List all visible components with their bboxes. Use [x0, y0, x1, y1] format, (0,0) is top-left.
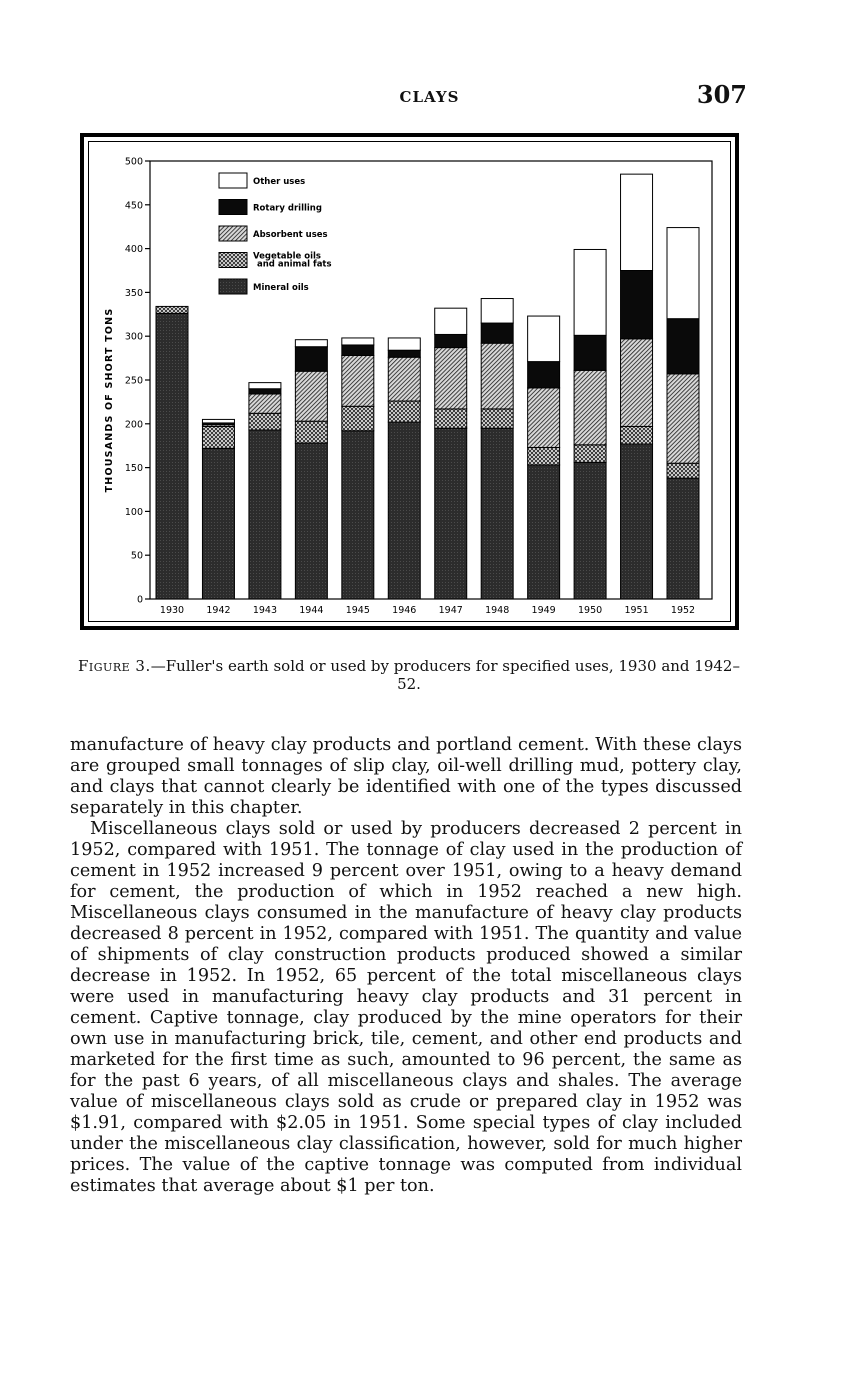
legend-label: Other uses — [253, 177, 306, 187]
paragraph: manufacture of heavy clay products and portland cement. With these clays are grouped small tonnages of slip clay, oil-well drilling mud, pottery clay, and clays that cannot clearly be identified with one of the types discussed separately in this chapter. — [70, 735, 742, 818]
legend-label: Absorbent uses — [253, 230, 328, 240]
legend-swatch — [219, 226, 247, 241]
bar-segment — [388, 350, 420, 357]
bar-segment — [481, 409, 513, 428]
bar-segment — [249, 389, 281, 394]
bar-segment — [249, 413, 281, 430]
bar-segment — [202, 448, 234, 599]
y-tick-label: 0 — [136, 594, 143, 606]
bar-segment — [342, 431, 374, 599]
x-tick-label: 1949 — [531, 605, 556, 616]
bar-segment — [388, 422, 420, 599]
bar-segment — [388, 357, 420, 401]
y-tick-label: 150 — [124, 463, 143, 475]
bar-segment — [342, 345, 374, 356]
x-tick-label: 1946 — [392, 605, 417, 616]
bar-segment — [435, 348, 467, 409]
figure-frame — [80, 133, 739, 630]
bar-segment — [202, 419, 234, 423]
legend-label: Vegetable oils — [253, 251, 321, 262]
x-tick-label: 1945 — [345, 605, 370, 616]
bar-segment — [481, 428, 513, 599]
bar-segment — [574, 370, 606, 444]
bar-segment — [481, 323, 513, 343]
bar-segment — [667, 463, 699, 478]
x-tick-label: 1947 — [438, 605, 463, 616]
bar-segment — [621, 271, 653, 339]
running-title: CLAYS — [399, 88, 460, 106]
y-tick-label: 350 — [124, 287, 143, 299]
bar-segment — [295, 347, 327, 372]
paragraph: Miscellaneous clays sold or used by producers decreased 2 percent in 1952, compared with 1951. The tonnage of clay used in the production of cement in 1952 increased 9 percent over 1951, owing to a heavy demand for cement, the production of which in 1952 reached a new high. Miscellaneous clays consumed in the manufacture of heavy clay products decreased 8 percent in 1952, compared with 1951. The quantity and value of shipments of clay construction products produced showed a similar decrease in 1952. In 1952, 65 percent of the total miscellaneous clays were used in manufacturing heavy clay products and 31 percent in cement. Captive tonnage, clay produced by the mine operators for their own use in manufacturing brick, tile, cement, and other end products and marketed for the first time as such, amounted to 96 percent, the same as for the past 6 years, of all miscellaneous clays and shales. The average value of miscellaneous clays sold as crude or prepared clay in 1952 was $1.91, compared with $2.05 in 1951. Some special types of clay included under the miscellaneous clay classification, however, sold for much higher prices. The value of the captive tonnage was computed from individual estimates that average about $1 per ton. — [70, 819, 742, 1196]
bar-segment — [295, 443, 327, 599]
bar-segment — [667, 228, 699, 319]
x-tick-label: 1950 — [577, 605, 603, 616]
running-head — [0, 80, 859, 114]
bar-segment — [621, 339, 653, 427]
legend-swatch — [219, 200, 247, 215]
bar-segment — [621, 444, 653, 599]
y-tick-label: 300 — [124, 331, 143, 343]
bar-segment — [249, 430, 281, 599]
y-tick-label: 100 — [124, 506, 143, 518]
body-text — [70, 735, 742, 1197]
figure-caption-text: —Fuller's earth sold or used by producers for specified uses, 1930 and 1942–52. — [150, 657, 740, 693]
bar-segment — [528, 447, 560, 465]
bar-segment — [435, 409, 467, 428]
bar-segment — [388, 338, 420, 350]
legend-label: and animal fats — [257, 259, 332, 270]
bar-segment — [621, 426, 653, 444]
figure-caption — [75, 657, 743, 693]
bar-segment — [528, 465, 560, 599]
bar-segment — [342, 338, 374, 345]
bar-segment — [528, 388, 560, 448]
bar-segment — [528, 362, 560, 388]
bar-segment — [249, 394, 281, 413]
legend-swatch — [219, 173, 247, 188]
bar-segment — [342, 355, 374, 406]
bar-segment — [202, 426, 234, 448]
bar-segment — [574, 445, 606, 463]
page-number: 307 — [696, 80, 747, 109]
bar-segment — [156, 313, 188, 599]
y-tick-label: 400 — [124, 244, 143, 256]
figure-label: Figure 3. — [78, 657, 151, 675]
x-tick-label: 1948 — [485, 605, 510, 616]
x-tick-label: 1951 — [624, 605, 649, 616]
bar-segment — [295, 371, 327, 421]
bar-segment — [667, 478, 699, 599]
x-tick-label: 1952 — [670, 605, 696, 616]
bar-segment — [667, 374, 699, 463]
bar-segment — [435, 334, 467, 347]
x-tick-label: 1930 — [159, 605, 185, 616]
x-tick-label: 1944 — [299, 605, 324, 616]
y-tick-label: 250 — [124, 375, 143, 387]
bar-segment — [249, 383, 281, 389]
y-axis-label: THOUSANDS OF SHORT TONS — [104, 307, 115, 493]
bar-segment — [342, 406, 374, 431]
bar-segment — [667, 319, 699, 374]
legend-swatch — [219, 253, 247, 268]
bar-segment — [295, 421, 327, 443]
legend-label: Rotary drilling — [253, 203, 322, 214]
bar-segment — [574, 462, 606, 599]
y-tick-label: 500 — [124, 156, 143, 168]
y-tick-label: 450 — [124, 200, 143, 212]
bar-segment — [435, 308, 467, 334]
stacked-bar-chart — [84, 137, 735, 626]
bar-segment — [295, 340, 327, 347]
legend-label: Mineral oils — [253, 283, 309, 293]
bar-segment — [528, 316, 560, 362]
bar-segment — [481, 343, 513, 409]
bar-segment — [574, 249, 606, 335]
bar-segment — [481, 299, 513, 324]
legend-swatch — [219, 279, 247, 294]
y-tick-label: 200 — [124, 419, 143, 431]
x-tick-label: 1943 — [252, 605, 278, 616]
y-tick-label: 50 — [130, 550, 143, 562]
bar-segment — [435, 428, 467, 599]
bar-segment — [156, 306, 188, 313]
x-tick-label: 1942 — [206, 605, 231, 616]
bar-segment — [574, 335, 606, 370]
bar-segment — [621, 174, 653, 270]
bar-segment — [388, 401, 420, 422]
